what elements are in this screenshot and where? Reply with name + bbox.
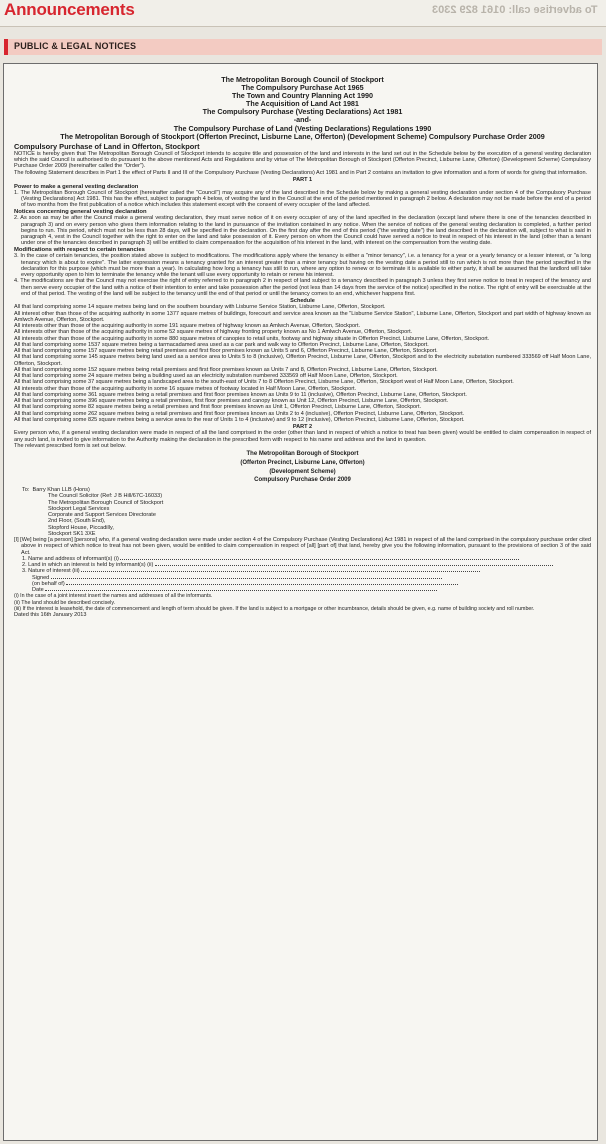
header-line: -and-: [293, 115, 312, 125]
schedule-item: All interests other than those of the acquiring authority in some 191 square metres of highway known as Amlwch Avenue, Offerton, Stockport.: [14, 323, 361, 330]
schedule-item: All that land comprising some 152 square metres being retail premises and first floor premises known as Units 7 and 8, Offerton Precinct, Lisburne Lane, Offerton, Stockport.: [14, 366, 438, 373]
header-line: The Compulsory Purchase (Vesting Declarations) Act 1981: [202, 107, 403, 117]
form-note: (iii) If the interest is leasehold, the date of commencement and length of term should be given. If the land is subject to a mortgage or other incumbrance, details should be given, e.g. name of building society and roll number.: [14, 605, 535, 612]
address-line: The Council Solicitor (Ref: J B Hill/67C-16033): [48, 493, 163, 500]
schedule-item: All interests other than those of the acquiring authority in some 16 square metres of footway located in Half Moon Lane, Offerton, Stockport.: [14, 385, 357, 392]
header-line: The Metropolitan Borough of Stockport (Offerton Precinct, Lisburne Lane, Offerton) (Development Scheme) Compulsory Purchase Order 2009: [60, 131, 545, 141]
header-line: The Town and Country Planning Act 1990: [232, 91, 373, 101]
paragraph-1: 1. The Metropolitan Borough Council of Stockport (hereinafter called the "Council") may acquire any of the land described in the Schedule below by making a general vesting declaration under section 4 of the Compulsory Purchase (Vesting Declarations) Act 1981. This has the effect, subject to paragraph 4 below, of vesting the land in the Council at the end of the period mentioned in paragraph 2 below. A declaration may not be made before the end of a period of two months from the first publication of a notice which includes this statement except with the consent of every occupier of the land affected.: [14, 189, 591, 209]
field-label: 2. Land in which an interest is held by informant(s) (ii): [22, 562, 154, 569]
schedule-item: All that land comprising some 396 square metres being a retail premises, first floor premises and canopy known as Unit 12, Offerton Precinct, Lisburne Lane, Offerton, Stockport.: [14, 398, 449, 405]
paragraph-2: 2. As soon as may be after the Council make a general vesting declaration, they must serve notice of it on every occupier of any of the land specified in the declaration (except land where there is one of the tenancies described in paragraph 3) and on every person who gives them information relating to the land in pursuance of the invitation contained in any notice. When the service of notices of the general vesting declaration is completed, a further period begins to run. This period, which must not be less than 28 days, will be specified in the declaration. On the first day after the end of this period ("the vesting date") the land described in the declaration will, subject to what is said in paragraph 4, vest in the Council together with the right to enter on the land and take possession of it. Every person on whom the Council could have served a notice to treat in respect of his interest in the land (other than a tenant under one of the tenancies described in paragraph 3) will be entitled to claim compensation for the acquisition of his interest in the land, with interest on the compensation from the vesting date.: [14, 215, 591, 247]
statement-paragraph: The following Statement describes in Part 1 the effect of Parts II and III of the Compulsory Purchase (Vesting Declarations) Act 1981 and in Part 2 contains an invitation to give information and a form of words for giving that information.: [14, 169, 588, 176]
schedule-item: All interests other than those of the acquiring authority in some 52 square metres of highway fronting property known as No 1 Amlwch Avenue, Offerton, Stockport.: [14, 329, 413, 336]
intro-paragraph: NOTICE is hereby given that The Metropolitan Borough Council of Stockport intends to acquire title and possession of the land and interests in the land set out in the Schedule below by the execution of a general vesting declaration which the said Council is authorised to do pursuant to the above mentioned Acts and Regulations and by virtue of The Metropolitan Borough of Stockport (Offerton Precinct, Lisburne Lane, Offerton) (Development Scheme) Compulsory Purchase Order 2009 (hereinafter called the "Order").: [14, 150, 591, 170]
header-line: The Acquisition of Land Act 1981: [246, 99, 359, 109]
subheading-modifications: Modifications with respect to certain tenancies: [14, 247, 145, 254]
form-body: [I] [We] being [a person] [persons] who, if a general vesting declaration were made under section 4 of the Compulsory Purchase (Vesting Declarations) Act 1981 in respect of all the land comprised in the compulsory purchase order cited above in respect of which notice to treat has not been given, would be entitled to claim compensation in respect of [all] [part of] that land, hereby give you the following information, pursuant to the provisions of section 3 of the said Act.: [14, 537, 591, 556]
form-fields: [14, 556, 591, 594]
form-heading-line: Compulsory Purchase Order 2009: [254, 477, 351, 484]
schedule-item: All interests other than those of the acquiring authority in some 880 square metres of canopies to retail units, footway and highway situate in Offerton Precinct, Lisburne Lane, Offerton, Stockport.: [14, 335, 490, 342]
field-label: Signed: [32, 574, 50, 581]
header-line: The Compulsory Purchase Act 1965: [241, 83, 364, 93]
field-blank: [51, 578, 442, 579]
masthead: [0, 0, 606, 27]
paragraph-4: 4. The modifications are that the Council may not exercise the right of entry referred to in paragraph 2 in respect of land subject to a tenancy described in paragraph 3 unless they first serve notice to treat in respect of the tenancy and then serve every occupier of the land with a notice of their intention to enter and take possession after the period (not less than 14 days from the service of the notice) specified in the notice. The right of entry will be exercisable at the end of that period. The vesting of the land will be subject to the tenancy until the end of that period or until the tenancy comes to an end, whichever happens first.: [14, 278, 591, 297]
address-line: Stockport SK1 3XE: [48, 530, 96, 537]
schedule-item: All that land comprising some 825 square metres being a service area to the rear of Units 1 to 4 (inclusive) and 9 to 12 (inclusive), Offerton Precinct, Lisburne Lane, Offerton, Stockport.: [14, 416, 465, 423]
field-blank: [155, 565, 553, 566]
form-heading-line: The Metropolitan Borough of Stockport: [246, 451, 359, 458]
part-1-heading: PART 1: [292, 176, 313, 183]
section-label: PUBLIC & LEGAL NOTICES: [14, 41, 137, 51]
field-label: 1. Name and address of informant(s) (i): [22, 555, 119, 562]
address-line: Corporate and Support Services Directorate: [48, 512, 156, 519]
schedule-item: All that land comprising some 157 square metres being retail premises and first floor premises known as Units 5 and 6, Offerton Precinct, Lisburne Lane, Offerton, Stockport.: [14, 348, 438, 355]
paragraph-3: 3. In the case of certain tenancies, the position stated above is subject to modifications. The modifications apply where the tenancy is either a "minor tenancy", i.e. a tenancy for a year or a yearly tenancy or a lesser interest, or "a long tenancy which is about to expire". The latter expression means a tenancy granted for an interest greater than a minor tenancy but having on the vesting date a period still to run which is not more than the period specified in the declaration for this purpose (which must be more than a year). In calculating how long a tenancy has still to run, where any option to renew or to terminate it is available to either party, it shall be assumed that the landlord will take every opportunity open to him to terminate the tenancy while the tenant will use every opportunity to retain or renew his interest.: [14, 253, 591, 279]
address-line: Stockport Legal Services: [48, 505, 110, 512]
schedule-item: All that land comprising some 145 square metres being land used as a service area to Units 5 to 8 (inclusive), Offerton Precinct, Lisburne Lane, Offerton, Stockport and to the electricity substation numbered 333569 off Half Moon Lane, Offerton, Stockport.: [14, 354, 591, 367]
dated-line: Dated this 16th January 2013: [14, 612, 87, 619]
address-line: Stopford House, Piccadilly,: [48, 524, 114, 531]
field-label: Date: [32, 587, 44, 594]
notice-title: Compulsory Purchase of Land in Offerton, Stockport: [14, 141, 200, 151]
to-label: To:: [22, 487, 30, 494]
form-intro: The relevant prescribed form is set out below.: [14, 442, 126, 449]
field-label: 3. Nature of interest (iii): [22, 568, 80, 575]
address-line-text: Barry Khan LLB (Hons): [32, 487, 90, 494]
form-heading-line: (Development Scheme): [269, 468, 336, 475]
form-heading: [14, 451, 591, 484]
part-2-paragraph: Every person who, if a general vesting declaration were made in respect of all the land comprised in the order (other than land in respect of which a notice to treat has been given) would be entitled to claim compensation in respect of any such land, is invited to give information to the Authority making the declaration in the prescribed form with respect to his name and address and the land in question.: [14, 430, 591, 443]
schedule-item: All that land comprising some 37 square metres being a landscaped area to the south-east of Units 7 to 8 Offerton Precinct, Lisburne Lane, Offerton, Stockport west of Half Moon Lane, Offerton, Stockport.: [14, 379, 514, 386]
field-blank: [81, 571, 479, 572]
legal-notice: [3, 63, 598, 1141]
schedule-item: All that land comprising some 1537 square metres being a tarmacadamed area used as a car park and walk way to Offerton Precinct, Lisburne Lane, Offerton, Stockport.: [14, 341, 429, 348]
schedule-item: All that land comprising some 361 square metres being a retail premises and first floor premises known as Units 9 to 11 (inclusive), Offerton Precinct, Lisburne Lane, Offerton, Stockport.: [14, 391, 467, 398]
field-blank: [120, 559, 518, 560]
header-line: The Metropolitan Borough Council of Stockport: [221, 75, 384, 84]
header-line: The Compulsory Purchase of Land (Vesting Declarations) Regulations 1990: [173, 123, 432, 133]
form-heading-line: (Offerton Precinct, Lisburne Lane, Offerton): [240, 459, 365, 466]
form-notes: [14, 593, 591, 612]
form-note: (i) In the case of a joint interest insert the names and addresses of all the informants.: [14, 593, 213, 600]
bleed-through-text: To advertise call: 0161 829 2303: [432, 4, 598, 16]
notice-header: [14, 76, 591, 141]
subheading-notices: Notices concerning general vesting declaration: [14, 209, 147, 216]
section-header: [4, 39, 602, 55]
address-line: The Metropolitan Borough Council of Stockport: [48, 499, 164, 506]
schedule-item: All that land comprising some 82 square metres being a retail premises and first floor premises known as Unit 1, Offerton Precinct, Lisburne Lane, Offerton, Stockport.: [14, 404, 422, 411]
schedule-item: All that land comprising some 262 square metres being a retail premises and first floor premises known as Units 2 to 4 (inclusive), Offerton Precinct, Lisburne Lane, Offerton, Stockport.: [14, 410, 465, 417]
address-block: [22, 487, 591, 537]
address-line: 2nd Floor, (South End),: [48, 518, 106, 525]
form-note: (ii) The land should be described concisely.: [14, 599, 116, 606]
schedule-heading: Schedule: [290, 298, 315, 305]
schedule-item: All that land comprising some 14 square metres being land on the southern boundary with Lisburne Service Station, Lisburne Lane, Offerton, Stockport.: [14, 304, 386, 311]
field-label: (on behalf of): [32, 580, 65, 587]
schedule-list: [14, 304, 591, 423]
subheading-power: Power to make a general vesting declaration: [14, 183, 139, 190]
page-title: Announcements: [4, 0, 135, 19]
schedule-item: All that land comprising some 24 square metres being a building used as an electricity substation numbered 333569 off Half Moon Lane, Offerton, Stockport.: [14, 373, 398, 380]
field-blank: [66, 584, 457, 585]
field-blank: [45, 590, 436, 591]
schedule-item: All interest other than those of the acquiring authority in some 1377 square metres of buildings, forecourt and service area known as the "Lisburne Service Station", Lisburne Lane, Offerton, Stockport and part width of highway known as Amlwch Avenue, Offerton, Stockport.: [14, 310, 591, 323]
part-2-heading: PART 2: [292, 424, 313, 431]
